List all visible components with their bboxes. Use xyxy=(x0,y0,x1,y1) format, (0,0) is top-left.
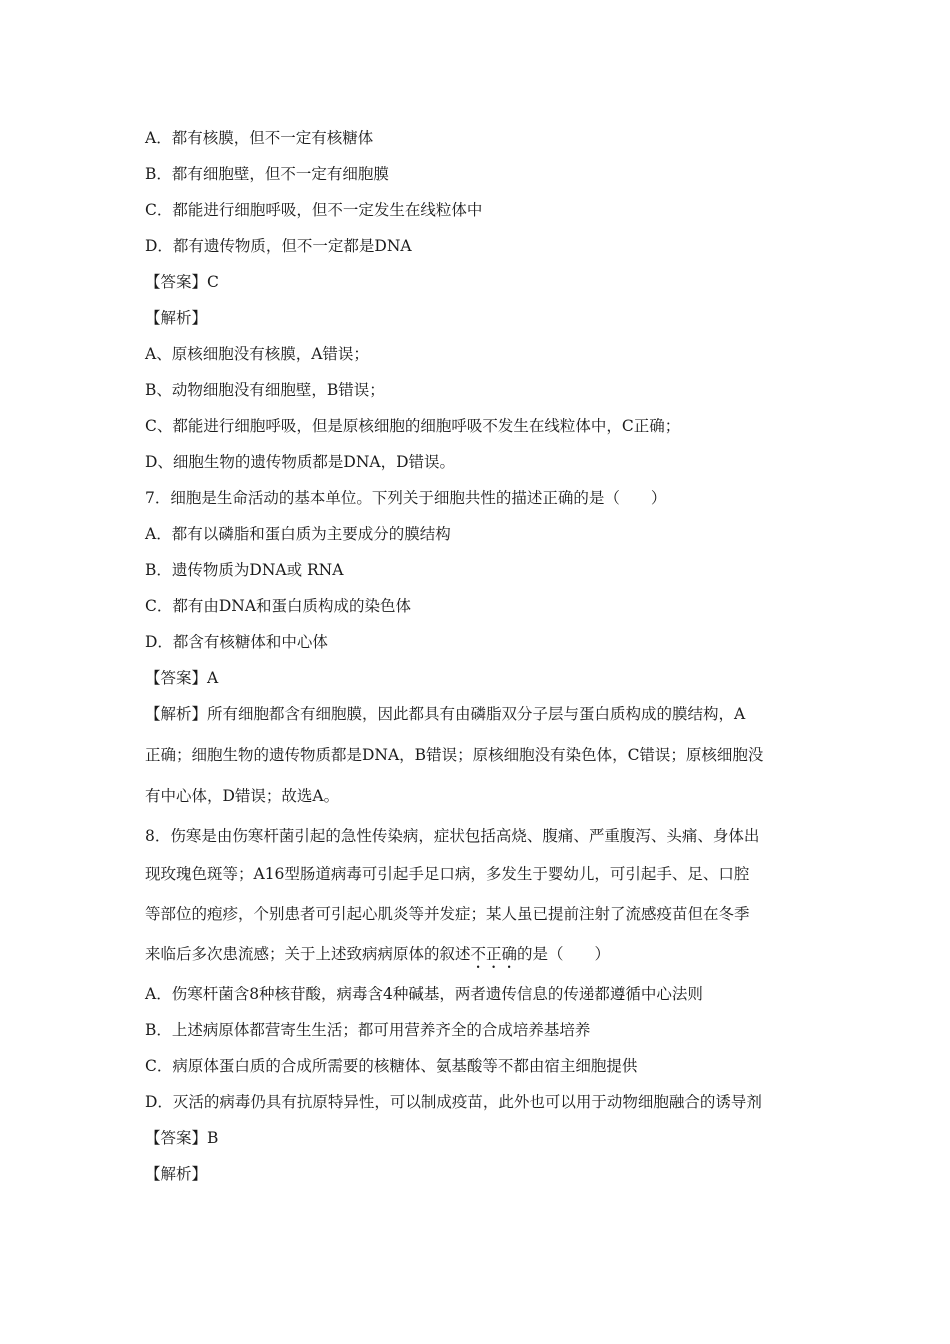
q8-analysis-label: 【解析】 xyxy=(145,1165,208,1183)
q8-answer: 【答案】B xyxy=(145,1129,219,1147)
q8-option-c: C．病原体蛋白质的合成所需要的核糖体、氨基酸等不都由宿主细胞提供 xyxy=(145,1057,638,1075)
q8-emphasis-not-correct: 不正确 xyxy=(470,945,518,963)
q6-answer: 【答案】C xyxy=(145,273,219,291)
q6-analysis-b: B、动物细胞没有细胞壁，B错误； xyxy=(145,381,385,399)
q6-option-c: C．都能进行细胞呼吸，但不一定发生在线粒体中 xyxy=(145,201,483,219)
q6-analysis-c: C、都能进行细胞呼吸，但是原核细胞的细胞呼吸不发生在线粒体中，C正确； xyxy=(145,417,681,435)
q8-stem-line4-post: 的是（ ） xyxy=(517,945,611,963)
q8-stem-line3: 等部位的疱疹，个别患者可引起心肌炎等并发症；某人虽已提前注射了流感疫苗但在冬季 xyxy=(145,905,750,923)
q7-option-c: C．都有由DNA和蛋白质构成的染色体 xyxy=(145,597,412,615)
q7-analysis-line3: 有中心体，D错误；故选A。 xyxy=(145,787,340,805)
q8-option-b: B．上述病原体都营寄生生活；都可用营养齐全的合成培养基培养 xyxy=(145,1021,591,1039)
q7-analysis-line1: 【解析】所有细胞都含有细胞膜，因此都具有由磷脂双分子层与蛋白质构成的膜结构，A xyxy=(145,705,746,723)
q7-answer: 【答案】A xyxy=(145,669,219,687)
q8-stem-line2: 现玫瑰色斑等；A16型肠道病毒可引起手足口病，多发生于婴幼儿，可引起手、足、口腔 xyxy=(145,865,750,883)
q7-option-d: D．都含有核糖体和中心体 xyxy=(145,633,328,651)
q8-option-a: A．伤寒杆菌含8种核苷酸，病毒含4种碱基，两者遗传信息的传递都遵循中心法则 xyxy=(145,985,703,1003)
q6-option-a: A．都有核膜，但不一定有核糖体 xyxy=(145,129,374,147)
q7-option-a: A．都有以磷脂和蛋白质为主要成分的膜结构 xyxy=(145,525,451,543)
q8-stem-line1: 8．伤寒是由伤寒杆菌引起的急性传染病，症状包括高烧、腹痛、严重腹泻、头痛、身体出 xyxy=(145,827,760,845)
q7-analysis-line2: 正确；细胞生物的遗传物质都是DNA，B错误；原核细胞没有染色体，C错误；原核细胞没 xyxy=(145,746,764,764)
q6-option-d: D．都有遗传物质，但不一定都是DNA xyxy=(145,237,412,255)
q7-stem: 7．细胞是生命活动的基本单位。下列关于细胞共性的描述正确的是（ ） xyxy=(145,489,667,507)
q6-analysis-label: 【解析】 xyxy=(145,309,208,327)
q8-stem-line4 xyxy=(145,942,610,972)
q6-option-b: B．都有细胞壁，但不一定有细胞膜 xyxy=(145,165,389,183)
q7-option-b: B．遗传物质为DNA或 RNA xyxy=(145,561,344,579)
q8-stem-line4-pre: 来临后多次患流感；关于上述致病病原体的叙述 xyxy=(145,945,471,963)
q8-option-d: D．灭活的病毒仍具有抗原特异性，可以制成疫苗，此外也可以用于动物细胞融合的诱导剂 xyxy=(145,1093,762,1111)
q6-analysis-d: D、细胞生物的遗传物质都是DNA，D错误。 xyxy=(145,453,456,471)
q6-analysis-a: A、原核细胞没有核膜，A错误； xyxy=(145,345,369,363)
